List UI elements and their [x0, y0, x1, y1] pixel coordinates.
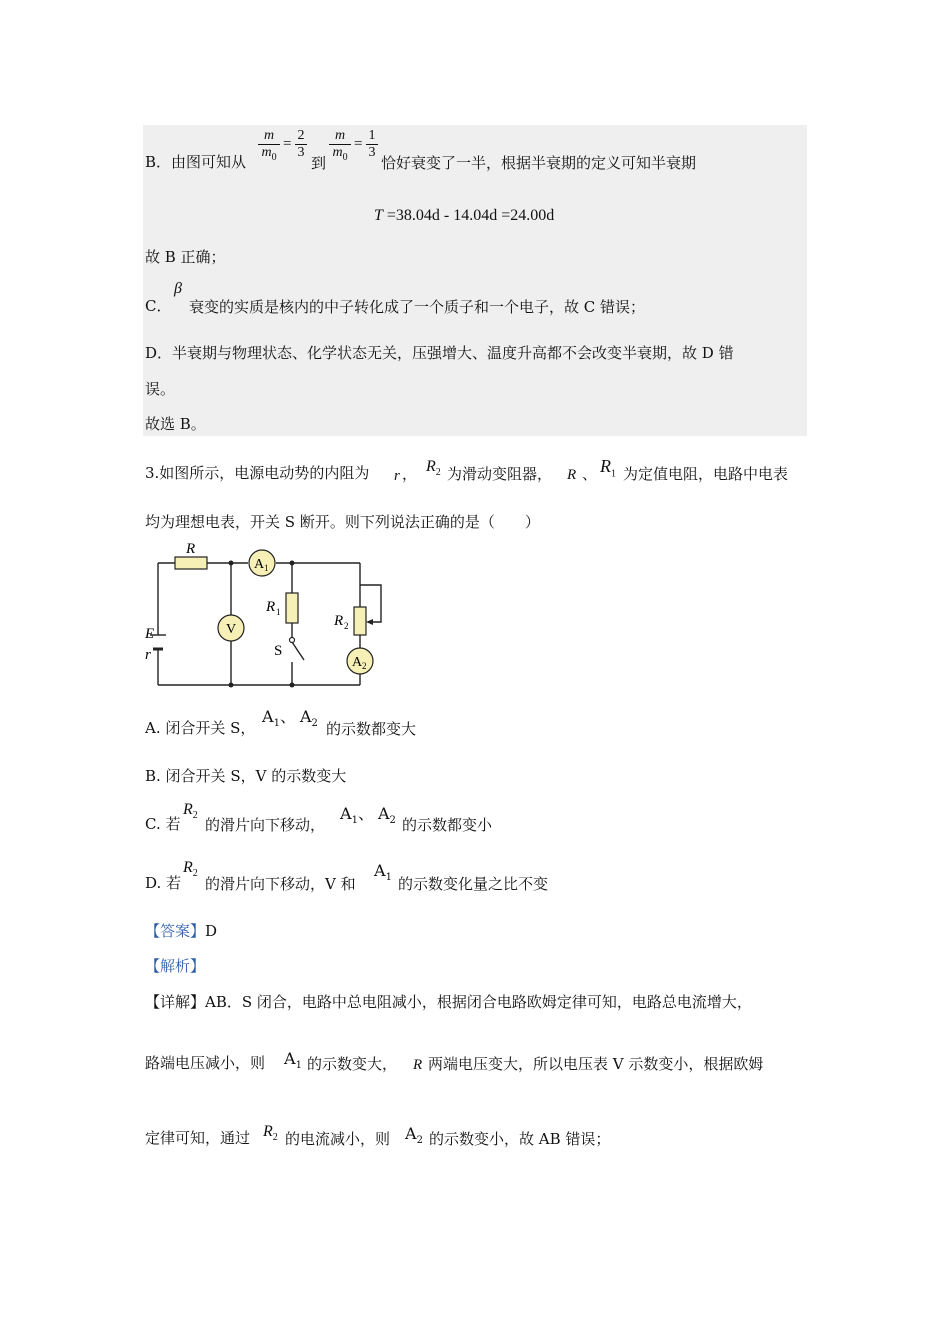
answer-line	[145, 921, 217, 941]
label-r: r	[145, 647, 151, 663]
resistor-R2	[354, 607, 366, 635]
frac3-numerator: m	[334, 128, 346, 143]
q3-text-a: 3.如图所示，电源电动势的内阻为	[145, 464, 370, 482]
detail-line2-R: R	[413, 1057, 423, 1073]
fraction-m-over-m0-1	[258, 128, 280, 166]
detail-line2-c: 两端电压变大，所以电压表 V 示数变小，根据欧姆	[428, 1055, 764, 1073]
label-V: V	[226, 622, 237, 637]
option-c-text: 衰变的实质是核内的中子转化成了一个质子和一个电子，故 C 错误；	[189, 298, 646, 316]
answer-value: D	[205, 922, 218, 940]
frac4-denominator: 3	[368, 145, 376, 160]
detail-line2-a: 路端电压减小，则	[145, 1054, 266, 1072]
fraction-1-over-3	[366, 128, 378, 161]
option-c-pre: C. 若	[145, 815, 181, 833]
detail-line3-R2: $R_2$	[263, 1123, 278, 1144]
option-c-post: 的示数都变小	[402, 816, 493, 834]
label-R: R	[186, 541, 196, 557]
detail-line3-a: 定律可知，通过	[145, 1129, 251, 1147]
q3-text-c: 为定值电阻，电路中电表	[623, 465, 789, 483]
option-b-choice: B. 闭合开关 S，V 的示数变大	[145, 767, 347, 785]
label-R1-sub: 1	[276, 607, 281, 617]
option-b-line	[145, 152, 246, 172]
detail-line1-text: AB．S 闭合，电路中总电阻减小，根据闭合电路欧姆定律可知，电路总电流增大，	[205, 993, 752, 1011]
frac2-numerator: 2	[297, 128, 305, 143]
label-R1: R	[266, 599, 276, 615]
detail-tag: 【详解】	[145, 993, 206, 1011]
equals-sign-2: =	[354, 136, 363, 152]
option-b-label: B．由图可知从	[145, 153, 247, 171]
option-a-meters: $A_1$、 $A_2$	[262, 707, 318, 730]
detail-line3-b: 的电流减小，则	[285, 1130, 391, 1148]
frac1-numerator: m	[263, 128, 275, 143]
option-c-R2: $R_2$	[183, 801, 198, 822]
detail-line3-c: 的示数变小，故 AB 错误；	[429, 1130, 611, 1148]
option-d-line2: 误。	[145, 380, 176, 398]
option-d-pre: D. 若	[145, 874, 182, 892]
option-c-mid: 的滑片向下移动，	[205, 816, 326, 834]
select-b: 故选 B。	[145, 415, 206, 433]
fraction-m-over-m0-2	[329, 128, 351, 166]
label-S: S	[274, 643, 283, 659]
circuit-diagram	[140, 535, 390, 695]
option-d-mid: 的滑片向下移动，V 和	[205, 875, 356, 893]
frac2-denominator: 3	[297, 145, 305, 160]
beta-symbol: β	[174, 280, 182, 297]
formula-T: T	[374, 207, 383, 224]
resistor-R	[175, 557, 207, 569]
frac3-den-sub: 0	[342, 151, 348, 163]
equals-sign-1: =	[283, 136, 292, 152]
formula-rest: =38.04d - 14.04d =24.00d	[382, 207, 555, 224]
option-d-R2: $R_2$	[183, 859, 198, 880]
label-R2: R	[334, 613, 344, 629]
label-A2-sub: 2	[362, 661, 367, 671]
option-d-post: 的示数变化量之比不变	[398, 875, 549, 893]
frac1-denominator: m	[261, 145, 272, 160]
resistor-R1	[286, 593, 298, 623]
option-a-pre: A. 闭合开关 S，	[145, 719, 256, 737]
option-a-post: 的示数都变大	[326, 720, 417, 738]
frac4-numerator: 1	[368, 128, 376, 143]
frac1-den-sub: 0	[271, 151, 277, 163]
label-R2-sub: 2	[344, 621, 349, 631]
detail-line2-A1: $A_1$	[284, 1049, 302, 1072]
option-d-line1: D．半衰期与物理状态、化学状态无关，压强增大、温度升高都不会改变半衰期，故 D 错	[145, 344, 734, 362]
q3-R1: $R_1$	[600, 456, 616, 480]
q3-R2: $R_2$	[426, 458, 441, 479]
option-c-label: C．	[145, 297, 172, 315]
label-E: E	[145, 626, 155, 642]
label-A2: A	[352, 655, 363, 670]
q3-text-b: 为滑动变阻器，	[447, 465, 553, 483]
detail-line2-b: 的示数变大，	[307, 1055, 398, 1073]
q3-comma: ，	[402, 465, 418, 483]
q3-R: R	[567, 467, 577, 483]
half-life-formula	[374, 207, 554, 225]
option-c-meters: $A_1$、 $A_2$	[340, 804, 396, 827]
analysis-tag: 【解析】	[145, 957, 206, 975]
word-to: 到	[311, 154, 327, 172]
detail-line3-A2: $A_2$	[405, 1124, 423, 1147]
option-b-conclusion: 故 B 正确；	[145, 248, 226, 266]
label-A1-sub: 1	[264, 563, 269, 573]
q3-r: r	[394, 468, 400, 484]
option-d-meter: $A_1$	[374, 861, 392, 884]
frac3-denominator: m	[332, 145, 343, 160]
detail-line1	[145, 992, 752, 1012]
slider-arrow-icon	[366, 619, 373, 625]
fraction-2-over-3	[295, 128, 307, 161]
option-b-rest: 恰好衰变了一半，根据半衰期的定义可知半衰期	[381, 154, 697, 172]
answer-tag: 【答案】	[145, 922, 206, 940]
q3-line1	[145, 463, 369, 483]
label-A1: A	[254, 557, 265, 572]
q3-sep: 、	[582, 465, 598, 483]
q3-line2: 均为理想电表，开关 S 断开。则下列说法正确的是（ ）	[145, 513, 540, 531]
